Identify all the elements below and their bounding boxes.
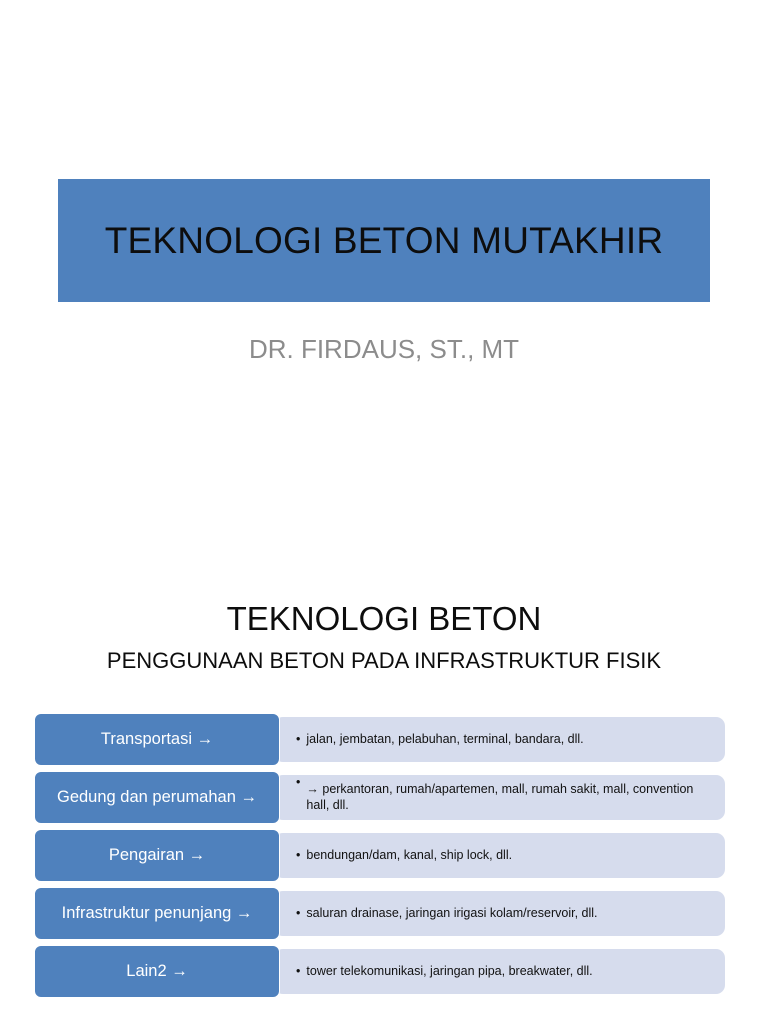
- bullet-icon: •: [296, 847, 301, 862]
- description-text: → perkantoran, rumah/apartemen, mall, rumah sakit, mall, convention hall, dll.: [306, 781, 694, 812]
- description-text: bendungan/dam, kanal, ship lock, dll.: [306, 847, 513, 862]
- category-label: Pengairan →: [34, 829, 280, 882]
- bullet-icon: •: [296, 905, 301, 920]
- list-item-gedung: [34, 771, 726, 824]
- infrastructure-list: [34, 713, 726, 1003]
- list-item-description: [274, 949, 725, 994]
- category-label: Lain2 →: [34, 945, 280, 998]
- slide1-title: TEKNOLOGI BETON MUTAKHIR: [104, 219, 664, 261]
- list-item-lain2: [34, 945, 726, 998]
- list-item-description: [274, 891, 725, 936]
- list-item-description: [274, 833, 725, 878]
- category-label: Transportasi →: [34, 713, 280, 766]
- list-item-description: [274, 775, 725, 820]
- list-item-transportasi: [34, 713, 726, 766]
- list-item-description: [274, 717, 725, 762]
- category-label: Infrastruktur penunjang →: [34, 887, 280, 940]
- category-label: Gedung dan perumahan →: [34, 771, 280, 824]
- list-item-pengairan: [34, 829, 726, 882]
- description-text: jalan, jembatan, pelabuhan, terminal, bandara, dll.: [306, 731, 584, 746]
- slide2-title: TEKNOLOGI BETON: [226, 600, 542, 637]
- description-text: saluran drainase, jaringan irigasi kolam/reservoir, dll.: [306, 905, 598, 920]
- list-item-infrastruktur: [34, 887, 726, 940]
- slide2-subtitle: PENGGUNAAN BETON PADA INFRASTRUKTUR FISIK: [106, 648, 662, 673]
- author-name: DR. FIRDAUS, ST., MT: [248, 334, 520, 364]
- bullet-icon: •: [296, 731, 301, 746]
- title-banner: [58, 179, 710, 302]
- bullet-icon: •: [296, 775, 301, 789]
- bullet-icon: •: [296, 963, 301, 978]
- description-text: tower telekomunikasi, jaringan pipa, breakwater, dll.: [306, 963, 593, 978]
